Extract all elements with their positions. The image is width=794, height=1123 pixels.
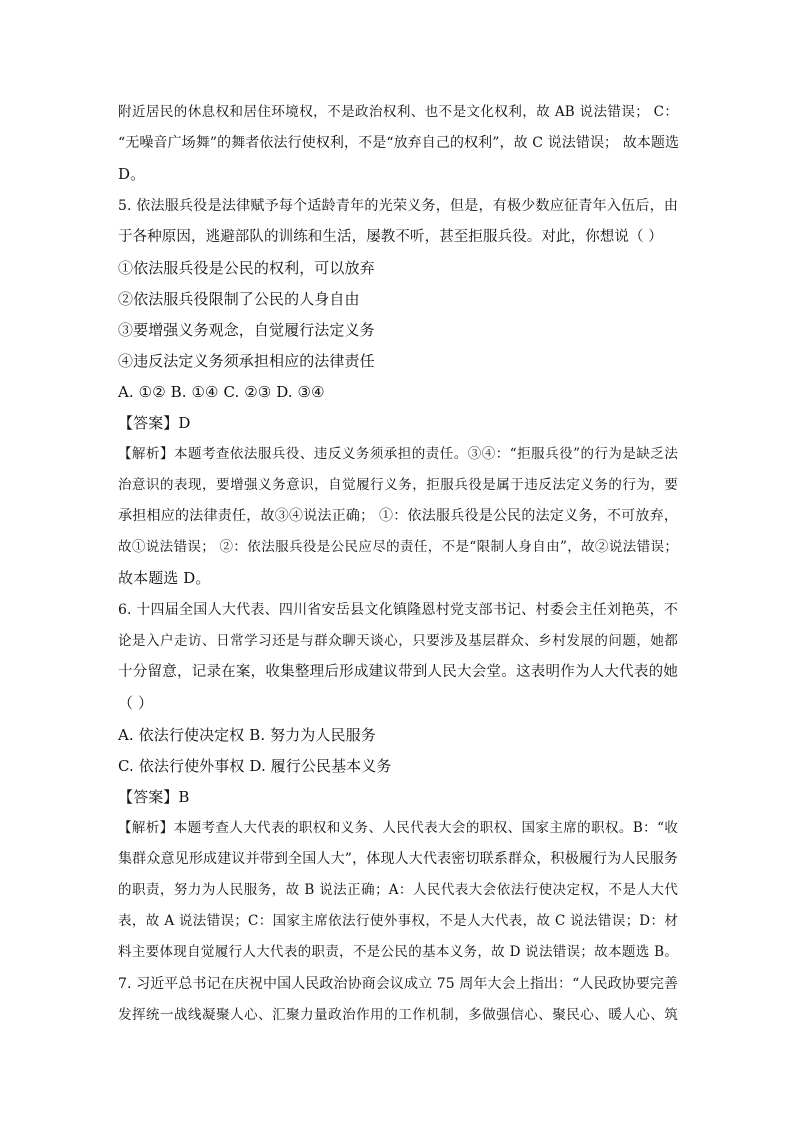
question-5-options: A. ①② B. ①④ C. ②③ D. ③④ bbox=[118, 383, 325, 401]
question-7-stem: 发挥统一战线凝聚人心、汇聚力量政治作用的工作机制，多做强信心、聚民心、暖人心、筑 bbox=[118, 1007, 678, 1023]
question-6-analysis: 料主要体现自觉履行人大代表的职责，不是公民的基本义务，故 D 说法错误；故本题选 B。 bbox=[118, 944, 678, 960]
question-5-stem: 于各种原因，逃避部队的训练和生活，屡教不听，甚至拒服兵役。对此，你想说（ ） bbox=[118, 229, 663, 245]
question-5-statement-3: ③要增强义务观念，自觉履行法定义务 bbox=[118, 321, 375, 339]
question-6-stem: 十分留意，记录在案，收集整理后形成建议带到人民大会堂。这表明作为人大代表的她 bbox=[118, 664, 678, 680]
question-5-statement-2: ②依法服兵役限制了公民的人身自由 bbox=[118, 290, 360, 308]
question-5-analysis: 承担相应的法律责任，故③④说法正确； ①：依法服兵役是公民的法定义务，不可放弃， bbox=[118, 508, 678, 524]
question-7-stem: 7. 习近平总书记在庆祝中国人民政治协商会议成立 75 周年大会上指出：“人民政协要完善 bbox=[118, 976, 679, 992]
question-6-options: A. 依法行使决定权 B. 努力为人民服务 bbox=[118, 726, 376, 744]
question-6-stem: （ ） bbox=[118, 694, 154, 712]
text-line: “无噪音广场舞”的舞者依法行使权利，不是“放弃自己的权利”，故 C 说法错误； 故本题选 bbox=[118, 135, 680, 151]
question-5-analysis: 治意识的表现，要增强义务意识，自觉履行义务，拒服兵役是属于违反法定义务的行为，要 bbox=[118, 477, 678, 493]
question-5-analysis: 故①说法错误； ②：依法服兵役是公民应尽的责任，不是“限制人身自由”，故②说法错误； bbox=[118, 539, 678, 555]
question-6-analysis: 的职责，努力为人民服务，故 B 说法正确；A：人民代表大会依法行使决定权，不是人大代 bbox=[118, 882, 678, 898]
question-5-answer: 【答案】D bbox=[118, 414, 191, 432]
question-6-answer: 【答案】B bbox=[118, 788, 190, 806]
question-6-analysis: 表，故 A 说法错误；C：国家主席依法行使外事权，不是人大代表，故 C 说法错误；D：材 bbox=[118, 913, 678, 929]
question-6-options: C. 依法行使外事权 D. 履行公民基本义务 bbox=[118, 757, 392, 775]
question-6-stem: 论是入户走访、日常学习还是与群众聊天谈心，只要涉及基层群众、乡村发展的问题，她都 bbox=[118, 633, 678, 649]
question-5-stem: 5. 依法服兵役是法律赋予每个适龄青年的光荣义务，但是，有极少数应征青年入伍后，由 bbox=[118, 198, 678, 214]
question-5-statement-1: ①依法服兵役是公民的权利，可以放弃 bbox=[118, 259, 375, 277]
question-5-statement-4: ④违反法定义务须承担相应的法律责任 bbox=[118, 352, 375, 370]
question-6-stem: 6. 十四届全国人大代表、四川省安岳县文化镇隆恩村党支部书记、村委会主任刘艳英，不 bbox=[118, 602, 678, 618]
question-6-analysis: 集群众意见形成建议并带到全国人大”，体现人大代表密切联系群众，积极履行为人民服务 bbox=[118, 851, 678, 867]
question-5-analysis: 故本题选 D。 bbox=[118, 569, 211, 587]
text-line: 附近居民的休息权和居住环境权，不是政治权利、也不是文化权利，故 AB 说法错误； C： bbox=[118, 104, 678, 120]
question-5-analysis: 【解析】本题考查依法服兵役、违反义务须承担的责任。③④：“拒服兵役”的行为是缺乏法 bbox=[118, 446, 678, 462]
question-6-analysis: 【解析】本题考查人大代表的职权和义务、人民代表大会的职权、国家主席的职权。B：“收 bbox=[118, 820, 678, 836]
text-line: D。 bbox=[118, 165, 146, 183]
